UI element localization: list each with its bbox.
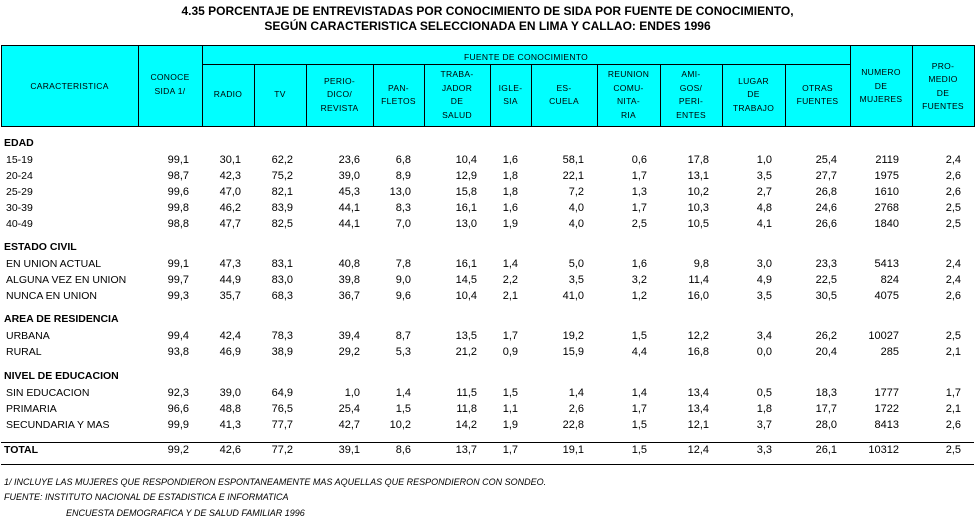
table-cell: 3,5 (756, 290, 772, 302)
table-cell: 21,2 (455, 346, 477, 358)
column-header-line: NUMERO (861, 67, 901, 78)
table-cell: 8413 (874, 419, 899, 431)
table-cell: 14,5 (455, 274, 477, 286)
table-cell: 83,9 (271, 202, 293, 214)
column-header (424, 68, 490, 122)
column-header-line: DICO/ (326, 89, 353, 100)
column-header-line: ES- (556, 82, 572, 93)
table-title-line-1: 4.35 PORCENTAJE DE ENTREVISTADAS POR CONOCIMIENTO DE SIDA POR FUENTE DE CONOCIMIENTO, (181, 4, 794, 18)
table-cell: 22,5 (815, 274, 837, 286)
table-cell: 99,6 (167, 186, 189, 198)
column-header (306, 75, 373, 116)
table-cell: 39,0 (338, 170, 360, 182)
table-cell: 1,3 (631, 186, 647, 198)
table-cell: 76,5 (271, 403, 293, 415)
table-cell: 23,6 (338, 154, 360, 166)
table-cell: 20,4 (815, 346, 837, 358)
table-cell: 10,5 (687, 218, 709, 230)
total-cell: 8,6 (395, 444, 411, 456)
group-header-fuente: FUENTE DE CONOCIMIENTO (463, 52, 589, 62)
table-cell: 7,8 (395, 258, 411, 270)
column-header-line: TV (274, 89, 286, 100)
column-header-line: CUELA (549, 96, 579, 106)
table-cell: 1,5 (395, 403, 411, 415)
table-cell: 9,8 (693, 258, 709, 270)
table-cell: 1,1 (502, 403, 518, 415)
table-cell: 18,3 (815, 387, 837, 399)
table-cell: 10,2 (687, 186, 709, 198)
column-header-line: MUJERES (859, 94, 903, 105)
table-cell: 22,1 (562, 170, 584, 182)
row-label: 15-19 (6, 154, 33, 166)
table-cell: 2,5 (945, 330, 961, 342)
table-cell: 3,2 (631, 274, 647, 286)
column-header-line: NITA- (616, 96, 641, 106)
table-cell: 13,4 (687, 387, 709, 399)
column-header-line: RADIO (213, 89, 243, 100)
table-cell: 82,1 (271, 186, 293, 198)
table-cell: 24,6 (815, 202, 837, 214)
table-cell: 2,4 (945, 274, 961, 286)
column-header (202, 88, 254, 102)
table-cell: 2119 (875, 154, 899, 166)
column-header-line: MEDIO (928, 74, 958, 84)
column-header-line: DE (874, 80, 888, 91)
table-cell: 39,8 (338, 274, 360, 286)
column-header (660, 68, 722, 122)
column-header-line: REVISTA (320, 102, 359, 113)
table-cell: 1,0 (344, 387, 360, 399)
table-cell: 62,2 (271, 154, 293, 166)
table-cell: 0,0 (756, 346, 772, 358)
total-cell: 3,3 (756, 444, 772, 456)
column-header-line: JADOR (441, 82, 473, 93)
table-cell: 2768 (874, 202, 899, 214)
table-cell: 1,8 (502, 170, 518, 182)
table-cell: 1,4 (395, 387, 411, 399)
table-cell: 44,9 (219, 274, 241, 286)
column-header-line: DE (936, 87, 950, 98)
table-cell: 2,1 (945, 346, 961, 358)
table-cell: 16,1 (455, 258, 477, 270)
table-cell: 99,9 (167, 419, 189, 431)
table-cell: 10,4 (455, 154, 477, 166)
row-label: RURAL (6, 346, 42, 358)
table-cell: 9,0 (395, 274, 411, 286)
table-cell: 23,3 (815, 258, 837, 270)
table-cell: 14,2 (455, 419, 477, 431)
table-cell: 15,9 (562, 346, 584, 358)
row-label: SECUNDARIA Y MAS (6, 419, 110, 431)
table-cell: 2,4 (945, 154, 961, 166)
table-cell: 78,3 (271, 330, 293, 342)
total-cell: 19,1 (562, 444, 584, 456)
table-cell: 25,4 (338, 403, 360, 415)
table-cell: 1,8 (502, 186, 518, 198)
table-cell: 1,7 (631, 403, 647, 415)
table-cell: 3,0 (756, 258, 772, 270)
column-header (912, 60, 974, 114)
header-bottom-border (1, 126, 974, 127)
table-cell: 1,6 (631, 258, 647, 270)
table-cell: 1,7 (945, 387, 961, 399)
column-header (1, 80, 138, 94)
table-cell: 4,0 (568, 218, 584, 230)
table-cell: 47,3 (219, 258, 241, 270)
table-cell: 77,7 (271, 419, 293, 431)
row-label: 20-24 (6, 170, 33, 182)
table-cell: 1,5 (502, 387, 518, 399)
table-cell: 285 (880, 346, 899, 358)
table-cell: 36,7 (338, 290, 360, 302)
table-cell: 42,4 (219, 330, 241, 342)
total-cell: 13,7 (455, 444, 477, 456)
total-bottom-border (1, 464, 974, 465)
table-cell: 44,1 (338, 218, 360, 230)
table-cell: 26,8 (815, 186, 837, 198)
row-label: 40-49 (6, 218, 33, 230)
column-header (254, 88, 306, 102)
table-cell: 99,7 (167, 274, 189, 286)
column-header (850, 66, 912, 107)
table-cell: 22,8 (562, 419, 584, 431)
table-cell: 5,3 (395, 346, 411, 358)
table-cell: 11,5 (456, 387, 477, 399)
table-cell: 2,5 (945, 218, 961, 230)
table-cell: 1,4 (568, 387, 584, 399)
table-cell: 0,5 (756, 387, 772, 399)
table-cell: 12,9 (455, 170, 477, 182)
table-cell: 12,2 (687, 330, 709, 342)
table-cell: 6,8 (395, 154, 411, 166)
table-title-line-2: SEGÚN CARACTERISTICA SELECCIONADA EN LIMA Y CALLAO: ENDES 1996 (264, 19, 711, 33)
table-cell: 98,7 (167, 170, 189, 182)
table-cell: 0,6 (631, 154, 647, 166)
section-heading: ESTADO CIVIL (4, 241, 77, 253)
table-cell: 44,1 (338, 202, 360, 214)
table-cell: 25,4 (815, 154, 837, 166)
column-header-line: OTRAS (802, 82, 833, 93)
section-heading: NIVEL DE EDUCACION (4, 370, 119, 382)
table-cell: 7,2 (568, 186, 584, 198)
table-cell: 35,7 (219, 290, 241, 302)
table-cell: 17,8 (687, 154, 709, 166)
table-cell: 30,5 (815, 290, 837, 302)
column-header-line: GOS/ (679, 82, 703, 93)
row-label: NUNCA EN UNION (6, 290, 98, 302)
table-cell: 10,3 (687, 202, 709, 214)
table-cell: 11,8 (456, 403, 477, 415)
table-cell: 68,3 (271, 290, 293, 302)
column-header-line: FUENTES (922, 101, 964, 111)
table-cell: 13,0 (455, 218, 477, 230)
row-label: 25-29 (6, 186, 33, 198)
column-header-line: AMI- (681, 69, 701, 79)
column-header-line: PAN- (388, 82, 409, 93)
table-cell: 83,1 (271, 258, 293, 270)
table-cell: 1,2 (631, 290, 647, 302)
column-header-line: FUENTES (796, 96, 839, 106)
table-cell: 8,3 (395, 202, 411, 214)
table-cell: 13,0 (389, 186, 411, 198)
column-header (597, 68, 660, 122)
table-cell: 7,0 (395, 218, 411, 230)
total-cell: 39,1 (338, 444, 360, 456)
table-cell: 16,8 (687, 346, 709, 358)
table-cell: 29,2 (338, 346, 360, 358)
table-cell: 26,6 (815, 218, 837, 230)
total-cell: 42,6 (219, 444, 241, 456)
table-cell: 46,9 (219, 346, 241, 358)
table-cell: 11,4 (688, 274, 709, 286)
table-cell: 4075 (874, 290, 899, 302)
column-header-line: SALUD (442, 109, 472, 120)
column-header-line: PERI- (678, 96, 704, 106)
table-cell: 82,5 (271, 218, 293, 230)
table-cell: 40,8 (338, 258, 360, 270)
table-cell: 2,2 (502, 274, 518, 286)
total-cell: 10312 (868, 444, 899, 456)
table-cell: 46,2 (219, 202, 241, 214)
table-cell: 16,1 (455, 202, 477, 214)
table-cell: 2,7 (756, 186, 772, 198)
table-cell: 1,7 (631, 202, 647, 214)
table-cell: 4,9 (756, 274, 772, 286)
table-cell: 47,7 (219, 218, 241, 230)
table-cell: 3,7 (756, 419, 772, 431)
total-cell: 1,5 (631, 444, 647, 456)
table-cell: 99,4 (167, 330, 189, 342)
table-cell: 2,5 (631, 218, 647, 230)
table-cell: 8,7 (395, 330, 411, 342)
row-label: PRIMARIA (6, 403, 57, 415)
column-header-line: SIA (503, 96, 518, 106)
table-cell: 1,9 (502, 218, 518, 230)
table-cell: 41,3 (219, 419, 241, 431)
table-cell: 27,7 (815, 170, 837, 182)
column-header-line: COMU- (613, 82, 644, 93)
column-header-line: FLETOS (381, 96, 416, 106)
column-header-line: CONOCE (150, 72, 190, 82)
table-cell: 47,0 (219, 186, 241, 198)
table-cell: 98,8 (167, 218, 189, 230)
column-header (722, 75, 785, 116)
table-cell: 2,1 (502, 290, 518, 302)
column-header-line: DE (747, 89, 760, 100)
total-cell: 1,7 (502, 444, 518, 456)
table-cell: 19,2 (562, 330, 584, 342)
table-cell: 2,6 (945, 186, 961, 198)
column-header-line: DE (450, 96, 464, 106)
row-label: SIN EDUCACION (6, 387, 90, 399)
column-header-line: PRO- (931, 60, 955, 71)
total-row-label: TOTAL (4, 444, 39, 456)
table-cell: 1,6 (502, 154, 518, 166)
table-cell: 13,5 (455, 330, 477, 342)
table-cell: 28,0 (815, 419, 837, 431)
footnote: 1/ INCLUYE LAS MUJERES QUE RESPONDIERON ESPONTANEAMENTE MAS AQUELLAS QUE RESPONDIERON CON SONDEO. (4, 477, 547, 487)
table-cell: 45,3 (338, 186, 360, 198)
table-cell: 1,4 (631, 387, 647, 399)
section-heading: AREA DE RESIDENCIA (4, 313, 119, 325)
table-cell: 3,4 (756, 330, 772, 342)
table-cell: 13,1 (687, 170, 709, 182)
table-cell: 99,8 (167, 202, 189, 214)
source-line-1: FUENTE: INSTITUTO NACIONAL DE ESTADISTICA E INFORMATICA (4, 492, 289, 502)
column-header (373, 82, 424, 109)
table-cell: 64,9 (271, 387, 293, 399)
table-cell: 2,5 (945, 202, 961, 214)
table-cell: 15,8 (455, 186, 477, 198)
column-header-line: TRABAJO (732, 102, 775, 113)
table-cell: 1,8 (756, 403, 772, 415)
total-cell: 12,4 (687, 444, 709, 456)
row-label: 30-39 (6, 202, 33, 214)
column-header-line: SIDA 1/ (154, 85, 186, 96)
table-cell: 3,5 (756, 170, 772, 182)
table-cell: 17,7 (815, 403, 837, 415)
table-cell: 1,5 (631, 330, 647, 342)
source-line-2: ENCUESTA DEMOGRAFICA Y DE SALUD FAMILIAR 1996 (66, 508, 305, 518)
column-header-line: IGLE- (498, 82, 523, 93)
table-cell: 2,1 (945, 403, 961, 415)
table-cell: 99,3 (167, 290, 189, 302)
table-cell: 42,3 (219, 170, 241, 182)
table-cell: 5,0 (568, 258, 584, 270)
table-cell: 8,9 (395, 170, 411, 182)
table-cell: 0,9 (502, 346, 518, 358)
table-cell: 824 (880, 274, 899, 286)
table-cell: 1,0 (756, 154, 772, 166)
table-cell: 2,6 (945, 419, 961, 431)
table-cell: 58,1 (562, 154, 584, 166)
table-cell: 10,2 (389, 419, 411, 431)
column-header (785, 82, 850, 109)
row-label: ALGUNA VEZ EN UNION (6, 274, 127, 286)
table-cell: 99,1 (167, 154, 189, 166)
table-cell: 96,6 (167, 403, 189, 415)
table-cell: 1,9 (502, 419, 518, 431)
table-cell: 99,1 (167, 258, 189, 270)
table-cell: 1,7 (631, 170, 647, 182)
row-label: URBANA (6, 330, 50, 342)
table-cell: 5413 (874, 258, 899, 270)
column-header (490, 82, 531, 109)
table-cell: 39,4 (338, 330, 360, 342)
column-header-line: TRABA- (440, 69, 474, 79)
table-cell: 4,1 (756, 218, 772, 230)
table-cell: 4,4 (631, 346, 647, 358)
table-cell: 1840 (874, 218, 899, 230)
table-cell: 83,0 (271, 274, 293, 286)
table-cell: 93,8 (167, 346, 189, 358)
column-header-line: PERIO- (323, 75, 356, 86)
table-cell: 13,4 (687, 403, 709, 415)
section-heading: EDAD (4, 137, 34, 149)
table-cell: 4,0 (568, 202, 584, 214)
table-cell: 1975 (874, 170, 899, 182)
table-cell: 48,8 (219, 403, 241, 415)
table-cell: 1,4 (502, 258, 518, 270)
table-cell: 42,7 (338, 419, 360, 431)
table-cell: 1,7 (502, 330, 518, 342)
table-cell: 2,6 (568, 403, 584, 415)
table-cell: 10027 (868, 330, 899, 342)
table-cell: 1610 (874, 186, 899, 198)
table-cell: 92,3 (167, 387, 189, 399)
header-top-border (1, 45, 974, 46)
column-header-line: LUGAR (738, 75, 769, 86)
table-cell: 10,4 (455, 290, 477, 302)
table-cell: 39,0 (219, 387, 241, 399)
column-header (138, 71, 202, 98)
table-cell: 26,2 (815, 330, 837, 342)
table-cell: 1,6 (502, 202, 518, 214)
total-cell: 99,2 (167, 444, 189, 456)
column-header-line: CARACTERISTICA (30, 80, 109, 91)
table-cell: 2,6 (945, 170, 961, 182)
table-cell: 30,1 (219, 154, 241, 166)
column-header-line: REUNION (607, 69, 650, 79)
table-cell: 38,9 (271, 346, 293, 358)
table-cell: 1722 (874, 403, 899, 415)
table-cell: 75,2 (271, 170, 293, 182)
table-cell: 4,8 (756, 202, 772, 214)
total-cell: 26,1 (815, 444, 837, 456)
total-cell: 77,2 (271, 444, 293, 456)
table-cell: 3,5 (568, 274, 584, 286)
table-cell: 12,1 (687, 419, 709, 431)
total-cell: 2,5 (945, 444, 961, 456)
table-cell: 2,6 (945, 290, 961, 302)
table-cell: 16,0 (687, 290, 709, 302)
column-header (531, 82, 597, 109)
column-header-line: ENTES (676, 109, 706, 120)
column-header-line: RIA (620, 109, 637, 120)
row-label: EN UNION ACTUAL (6, 258, 102, 270)
table-cell: 9,6 (395, 290, 411, 302)
table-cell: 1777 (874, 387, 899, 399)
table-cell: 2,4 (945, 258, 961, 270)
table-cell: 1,5 (631, 419, 647, 431)
table-cell: 41,0 (562, 290, 584, 302)
